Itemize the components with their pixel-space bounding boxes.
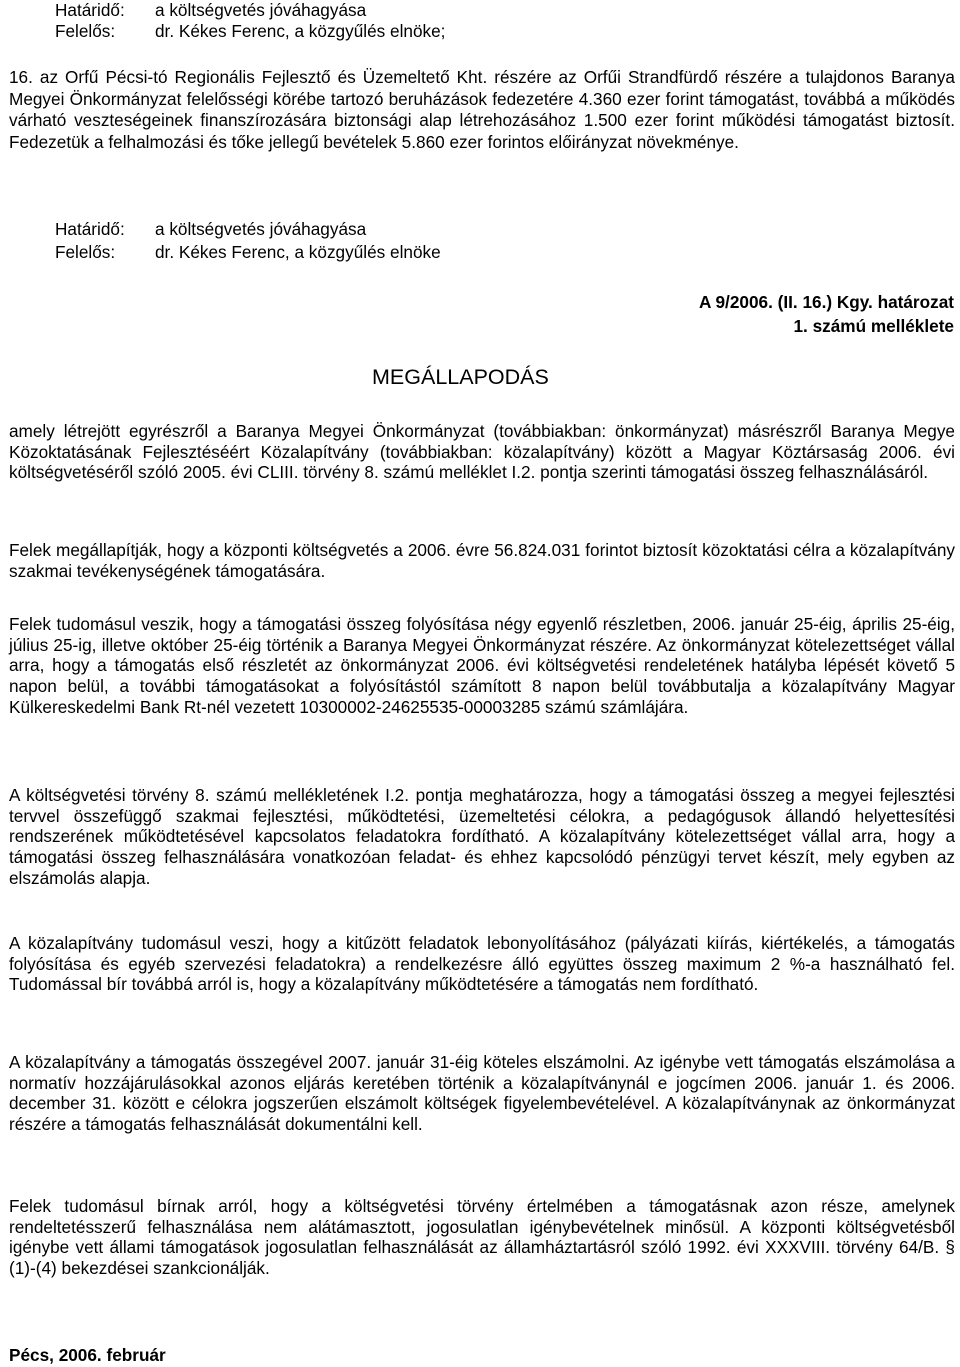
- agreement-paragraph-3: Felek tudomásul veszik, hogy a támogatási összeg folyósítása négy egyenlő részletben, 2006. január 25-éig, április 25-éig, július 25-ig, illetve október 25-éig történik a Baranya Megyei Önkormányzat részére. Az önkormányzat kötelezettséget vállal arra, hogy a támogatás első részletét az önkormányzat 2006. évi költségvetési rendeletének hatályba lépését követő 5 napon belül, a további támogatásokat a folyósítástól számított 8 napon belül továbbutalja a közalapítvány Magyar Külkereskedelmi Bank Rt-nél vezetett 10300002-24625535-00003285 számú számlájára.: [9, 614, 955, 717]
- agreement-paragraph-5: A közalapítvány tudomásul veszi, hogy a kitűzött feladatok lebonyolításához (pályázati kiírás, kiértékelés, a támogatás folyósítása és egyéb szervezési feladatokra) a rendelkezésre álló együttes összeg maximum 2 %-a használható fel. Tudomással bír továbbá arról is, hogy a közalapítvány működtetésére a támogatás nem fordítható.: [9, 933, 955, 995]
- responsible-value: dr. Kékes Ferenc, a közgyűlés elnöke: [155, 242, 441, 262]
- deadline-label: Határidő:: [55, 219, 125, 239]
- item-16-responsible-row: [55, 242, 441, 262]
- annex-reference-line-2: 1. számú melléklete: [793, 316, 954, 336]
- item-16-text: 16. az Orfű Pécsi-tó Regionális Fejlesztő és Üzemeltető Kht. részére az Orfűi Strandfürdő részére a tulajdonos Baranya Megyei Önkormányzat felelősségi körébe tartozó beruházások fedezetére 4.360 ezer forint támogatást, továbbá a működés várható veszteségeinek finanszírozására biztonsági alap létrehozásához 1.500 ezer forint működési támogatást biztosít. Fedezetük a felhalmozási és tőke jellegű bevételek 5.860 ezer forintos előirányzat növekménye.: [9, 67, 955, 152]
- responsible-row: [55, 21, 445, 41]
- agreement-paragraph-4: A költségvetési törvény 8. számú mellékletének I.2. pontja meghatározza, hogy a támogatási összeg a megyei fejlesztési tervvel összefüggő szakmai fejlesztési, működtetési, üzemeltetési célokra, a pedagógusok állandó helyettesítési rendszerének működtetésével kapcsolatos feladatokra fordítható. A közalapítvány kötelezettséget vállal arra, hogy a támogatási összeg felhasználására vonatkozóan feladat- és ehhez kapcsolódó pénzügyi tervet készít, mely egyben az elszámolás alapja.: [9, 785, 955, 888]
- deadline-value: a költségvetés jóváhagyása: [155, 0, 367, 20]
- deadline-value: a költségvetés jóváhagyása: [155, 219, 367, 239]
- deadline-label: Határidő:: [55, 0, 125, 20]
- agreement-paragraph-2: Felek megállapítják, hogy a központi költségvetés a 2006. évre 56.824.031 forintot biztosít közoktatási célra a közalapítvány szakmai tevékenységének támogatására.: [9, 540, 955, 581]
- responsible-label: Felelős:: [55, 242, 116, 262]
- responsible-value: dr. Kékes Ferenc, a közgyűlés elnöke;: [155, 21, 446, 41]
- agreement-paragraph-7: Felek tudomásul bírnak arról, hogy a költségvetési törvény értelmében a támogatásnak azon része, amelynek rendeltetésszerű felhasználása nem alátámasztott, jogosulatlan igénybevételnek minősül. A központi költségvetésből igénybe vett állami támogatások jogosulatlan felhasználását az államháztartásról szóló 1992. évi XXXVIII. törvény 64/B. § (1)-(4) bekezdései szankcionálják.: [9, 1196, 955, 1279]
- agreement-title: MEGÁLLAPODÁS: [372, 365, 549, 389]
- annex-reference-line-1: A 9/2006. (II. 16.) Kgy. határozat: [698, 292, 954, 312]
- deadline-row: [55, 0, 366, 20]
- responsible-label: Felelős:: [55, 21, 116, 41]
- agreement-paragraph-1: amely létrejött egyrészről a Baranya Megyei Önkormányzat (továbbiakban: önkormányzat) másrészről Baranya Megye Közoktatásának Fejlesztéséért Közalapítvány (továbbiakban: közalapítvány) között a Magyar Köztársaság 2006. évi költségvetéséről szóló 2005. évi CLIII. törvény 8. számú melléklet I.2. pontja szerinti támogatási összeg felhasználásáról.: [9, 421, 955, 483]
- agreement-paragraph-6: A közalapítvány a támogatás összegével 2007. január 31-éig köteles elszámolni. Az igénybe vett támogatás elszámolása a normatív hozzájárulásokkal azonos eljárás keretében történik a közalapítványnál e jogcímen 2006. január 1. és 2006. december 31. között e célokra jogszerűen elszámolt költségek figyelembevételével. A közalapítványnak az önkormányzat részére a támogatás felhasználását dokumentálni kell.: [9, 1052, 955, 1135]
- closing-place-date: Pécs, 2006. február: [9, 1345, 166, 1365]
- item-16-deadline-row: [55, 219, 366, 239]
